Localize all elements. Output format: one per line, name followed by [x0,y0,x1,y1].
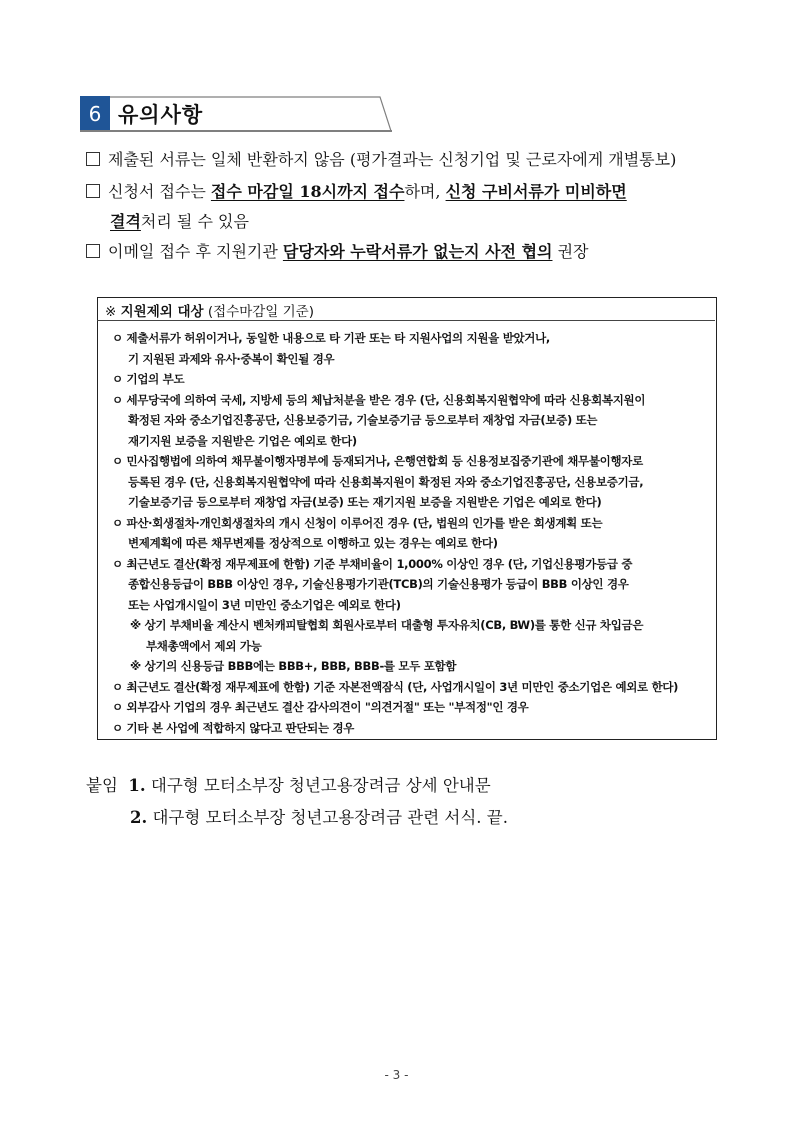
attachment-2-number: 2. [130,808,148,827]
note-text: 제출된 서류는 일체 반환하지 않음 (평가결과는 신청기업 및 근로자에게 개별통보) [108,150,677,169]
note-emphasis: 담당자와 누락서류가 없는지 사전 협의 [282,242,553,261]
section-title: 유의사항 [118,103,204,127]
attachment-1 [86,772,491,796]
exclusion-header [97,297,715,321]
exclusion-item-line: 기 지원된 과제와 유사·중복이 확인될 경우 [128,351,335,366]
exclusion-mark: ※ [105,304,117,320]
exclusion-item-line: ㅇ 민사집행법에 의하여 채무불이행자명부에 등재되거나, 은행연합회 등 신용정보집중기관에 채무불이행자로 [112,454,643,468]
attachment-2-text: 대구형 모터소부장 청년고용장려금 관련 서식. 끝. [152,808,508,827]
exclusion-heading-note: (접수마감일 기준) [207,304,314,320]
exclusion-item-line: 확정된 자와 중소기업진흥공단, 신용보증기금, 기술보증기금 등으로부터 재창업 자금(보증) 또는 [128,413,598,427]
exclusion-item-line: ㅇ 파산·회생절차·개인회생절차의 개시 신청이 이루어진 경우 (단, 법원의 인가를 받은 회생계획 또는 [112,515,603,530]
exclusion-item-line: ㅇ 외부감사 기업의 경우 최근년도 결산 감사의견이 "의견거절" 또는 "부적정"인 경우 [112,700,529,714]
attachment-1-number: 1. [128,776,146,795]
note-2-line-2 [110,209,249,232]
attachment-2 [130,804,508,828]
exclusion-item-line: 종합신용등급이 BBB 이상인 경우, 기술신용평가기관(TCB)의 기술신용평가 등급이 BBB 이상인 경우 [128,577,629,591]
exclusion-item-line: ※ 상기의 신용등급 BBB에는 BBB+, BBB, BBB-를 모두 포함함 [130,659,457,673]
section-number: 6 [80,96,110,132]
exclusion-item-line: 재기지원 보증을 지원받은 기업은 예외로 한다) [128,433,357,448]
note-text: 권장 [552,242,589,261]
note-2-line-1 [86,179,627,202]
note-text: 처리 될 수 있음 [140,212,249,231]
checkbox-icon [86,244,100,258]
exclusion-heading: 지원제외 대상 [120,304,204,320]
note-1-line-1 [86,147,676,170]
exclusion-item-line: 변제계획에 따른 채무변제를 정상적으로 이행하고 있는 경우는 예외로 한다) [128,536,498,550]
exclusion-item-line: ㅇ 제출서류가 허위이거나, 동일한 내용으로 타 기관 또는 타 지원사업의 지원을 받았거나, [112,331,550,345]
exclusion-item-line: 또는 사업개시일이 3년 미만인 중소기업은 예외로 한다) [128,597,401,612]
page-number: - 3 - [384,1068,409,1082]
exclusion-item-line: ㅇ 기타 본 사업에 적합하지 않다고 판단되는 경우 [112,720,355,735]
note-emphasis: 결격 [110,212,141,231]
exclusion-item-line: 기술보증기금 등으로부터 재창업 자금(보증) 또는 재기지원 보증을 지원받은 기업은 예외로 한다) [128,495,602,509]
note-text: 하며, [404,182,446,201]
exclusion-item-line: ㅇ 최근년도 결산(확정 재무제표에 한함) 기준 부채비율이 1,000% 이상인 경우 (단, 기업신용평가등급 중 [112,556,633,571]
exclusion-item-line: ※ 상기 부채비율 계산시 벤처캐피탈협회 회원사로부터 대출형 투자유치(CB, BW)를 통한 신규 차입금은 [130,618,644,632]
section-underline [80,130,392,132]
checkbox-icon [86,184,100,198]
exclusion-item-line: ㅇ 최근년도 결산(확정 재무제표에 한함) 기준 자본전액잠식 (단, 사업개시일이 3년 미만인 중소기업은 예외로 한다) [112,679,679,694]
attachment-1-text: 대구형 모터소부장 청년고용장려금 상세 안내문 [150,776,491,795]
attachment-label: 붙임 [86,776,118,795]
checkbox-icon [86,152,100,166]
exclusion-item-line: ㅇ 세무당국에 의하여 국세, 지방세 등의 체납처분을 받은 경우 (단, 신용회복지원협약에 따라 신용회복지원이 [112,392,646,407]
note-text: 신청서 접수는 [108,182,211,201]
exclusion-item-line: 부채총액에서 제외 가능 [146,638,262,653]
exclusion-item-line: 등록된 경우 (단, 신용회복지원협약에 따라 신용회복지원이 확정된 자와 중소기업진흥공단, 신용보증기금, [128,474,644,489]
note-emphasis: 신청 구비서류가 미비하면 [445,182,627,201]
section-header [80,96,392,132]
note-3-line-1 [86,239,588,262]
note-emphasis: 접수 마감일 18시까지 접수 [210,182,405,201]
note-text: 이메일 접수 후 지원기관 [108,242,283,261]
exclusion-item-line: ㅇ 기업의 부도 [112,372,185,386]
